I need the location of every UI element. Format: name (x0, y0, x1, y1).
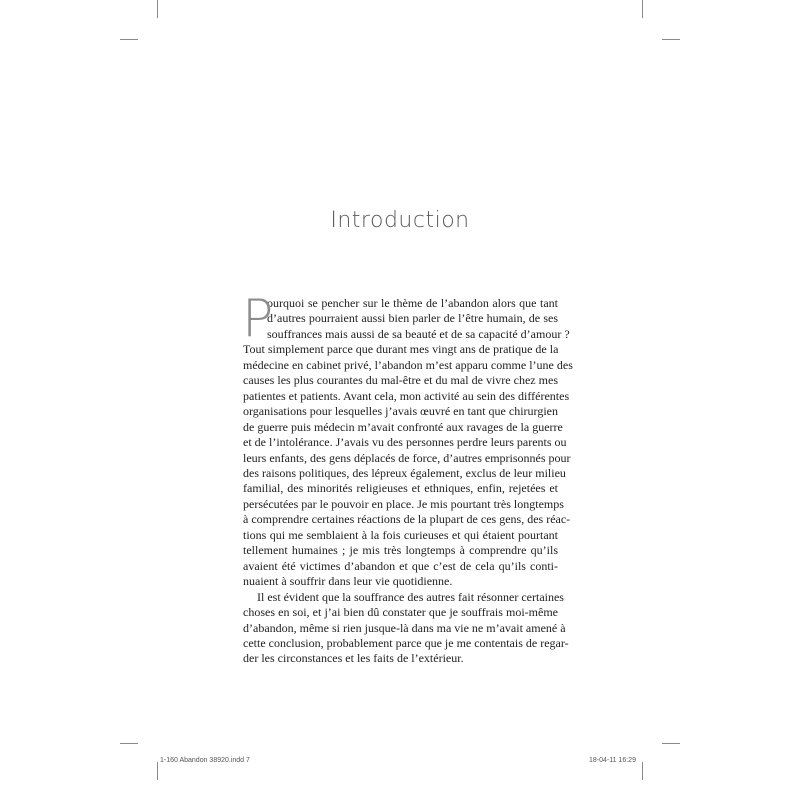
text-line: organisations pour lesquelles j’avais œuvré en tant que chirurgien (243, 404, 558, 419)
crop-mark (157, 762, 158, 780)
body-text (242, 289, 573, 667)
crop-mark (157, 0, 158, 18)
drop-cap: P (242, 289, 274, 349)
text-line: persécutées par le pouvoir en place. Je mis pourtant très longtemps (243, 496, 564, 511)
text-line: de guerre puis médecin m’avait confronté aux ravages de la guerre (243, 419, 563, 434)
text-line: Tout simplement parce que durant mes vingt ans de pratique de la (243, 342, 559, 357)
text-line: patientes et patients. Avant cela, mon activité au sein des différentes (243, 388, 570, 403)
crop-mark (120, 743, 138, 744)
text-line: et de l’intolérance. J’avais vu des personnes perdre leurs parents ou (243, 435, 567, 450)
text-line: souffrances mais aussi de sa beauté et de sa capacité d’amour ? (267, 326, 570, 341)
text-line: der les circonstances et les faits de l’extérieur. (243, 651, 464, 666)
text-line: familial, des minorités religieuses et ethniques, enfin, rejetées et (243, 481, 558, 496)
text-line: d’autres pourraient aussi bien parler de l’être humain, de ses (267, 311, 558, 326)
text-line: à comprendre certaines réactions de la plupart de ces gens, des réac- (243, 512, 571, 527)
text-line: tellement humaines ; je mis très longtemps à comprendre qu’ils (243, 543, 558, 558)
text-line: médecine en cabinet privé, l’abandon m’est apparu comme l’une des (243, 357, 573, 372)
text-line: causes les plus courantes du mal-être et du mal de vivre chez mes (243, 373, 558, 388)
crop-mark (642, 762, 643, 780)
crop-mark (662, 743, 680, 744)
chapter-title: Introduction (330, 208, 470, 233)
text-line: avaient été victimes d’abandon et que c’est de cela qu’ils conti- (243, 558, 558, 573)
text-line: cette conclusion, probablement parce que je me contentais de regar- (243, 635, 569, 650)
paragraph (242, 289, 573, 590)
crop-mark (120, 39, 138, 40)
crop-mark (642, 0, 643, 18)
text-line: tions qui me semblaient à la fois curieuses et qui étaient pourtant (243, 527, 558, 542)
text-line: choses en soi, et j’ai bien dû constater que je souffrais moi-même (243, 605, 558, 620)
slug-file: 1-160 Abandon 38920.indd 7 (160, 757, 250, 764)
crop-mark (662, 39, 680, 40)
text-line: nuaient à souffrir dans leur vie quotidienne. (243, 574, 453, 589)
text-line: ourquoi se pencher sur le thème de l’abandon alors que tant (267, 296, 558, 310)
text-line: leurs enfants, des gens déplacés de force, d’autres emprisonnés pour (243, 450, 571, 465)
text-line: d’abandon, même si rien jusque-là dans ma vie ne m’avait amené à (243, 620, 566, 635)
text-line: Il est évident que la souffrance des autres fait résonner certaines (257, 589, 564, 604)
text-line: des raisons politiques, des lépreux également, exclus de leur milieu (243, 465, 566, 480)
paragraph (243, 589, 569, 667)
slug-datetime: 18-04-11 16:29 (589, 757, 636, 764)
